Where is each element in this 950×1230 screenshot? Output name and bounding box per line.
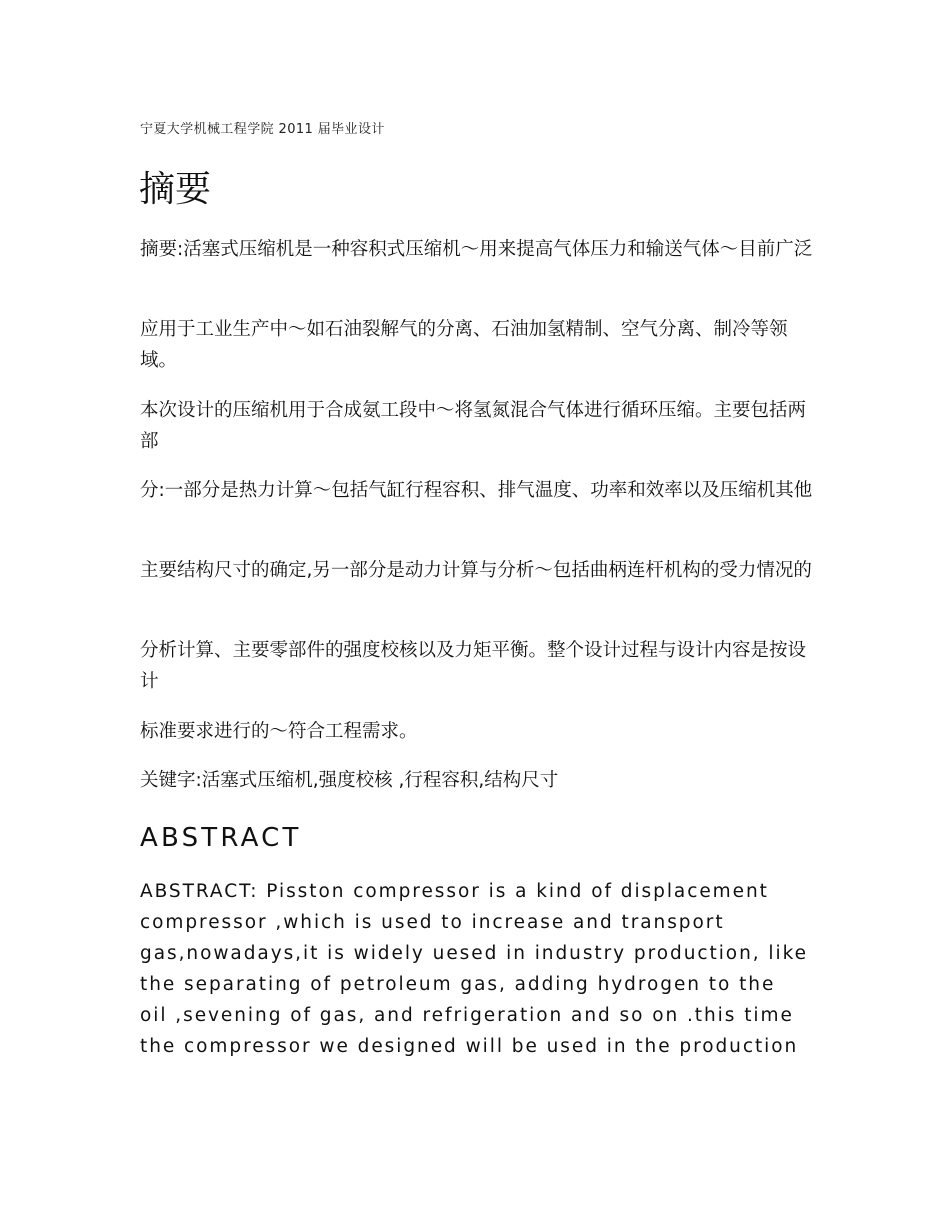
page-header: 宁夏大学机械工程学院 2011 届毕业设计 (140, 122, 385, 137)
abstract-en-title: ABSTRACT (140, 823, 302, 853)
abstract-cn-paragraph-6: 分析计算、主要零部件的强度校核以及力矩平衡。整个设计过程与设计内容是按设计 (140, 640, 807, 692)
abstract-cn-paragraph-1: 摘要:活塞式压缩机是一种容积式压缩机～用来提高气体压力和输送气体～目前广泛 (140, 239, 813, 260)
abstract-en-line-4: the separating of petroleum gas, adding hydrogen to the (140, 974, 776, 995)
abstract-en-line-3: gas,nowadays,it is widely uesed in industry production, like (140, 943, 808, 964)
abstract-cn-paragraph-5: 主要结构尺寸的确定,另一部分是动力计算与分析～包括曲柄连杆机构的受力情况的 (140, 560, 812, 581)
abstract-en-line-2: compressor ,which is used to increase and transport (140, 912, 725, 933)
abstract-cn-paragraph-2: 应用于工业生产中～如石油裂解气的分离、石油加氢精制、空气分离、制冷等领域。 (140, 319, 788, 371)
abstract-en-line-1: ABSTRACT: Pisston compressor is a kind of displacement (140, 881, 769, 902)
abstract-cn-paragraph-4: 分:一部分是热力计算～包括气缸行程容积、排气温度、功率和效率以及压缩机其他 (140, 480, 813, 501)
keywords-cn: 关键字:活塞式压缩机,强度校核 ,行程容积,结构尺寸 (140, 770, 559, 791)
abstract-cn-paragraph-7: 标准要求进行的～符合工程需求。 (140, 721, 418, 742)
abstract-cn-paragraph-3: 本次设计的压缩机用于合成氨工段中～将氢氮混合气体进行循环压缩。主要包括两部 (140, 400, 807, 452)
abstract-en-line-5: oil ,sevening of gas, and refrigeration and so on .this time (140, 1005, 794, 1026)
abstract-en-line-6: the compressor we designed will be used in the production (140, 1036, 799, 1057)
abstract-cn-title: 摘要 (139, 169, 212, 210)
